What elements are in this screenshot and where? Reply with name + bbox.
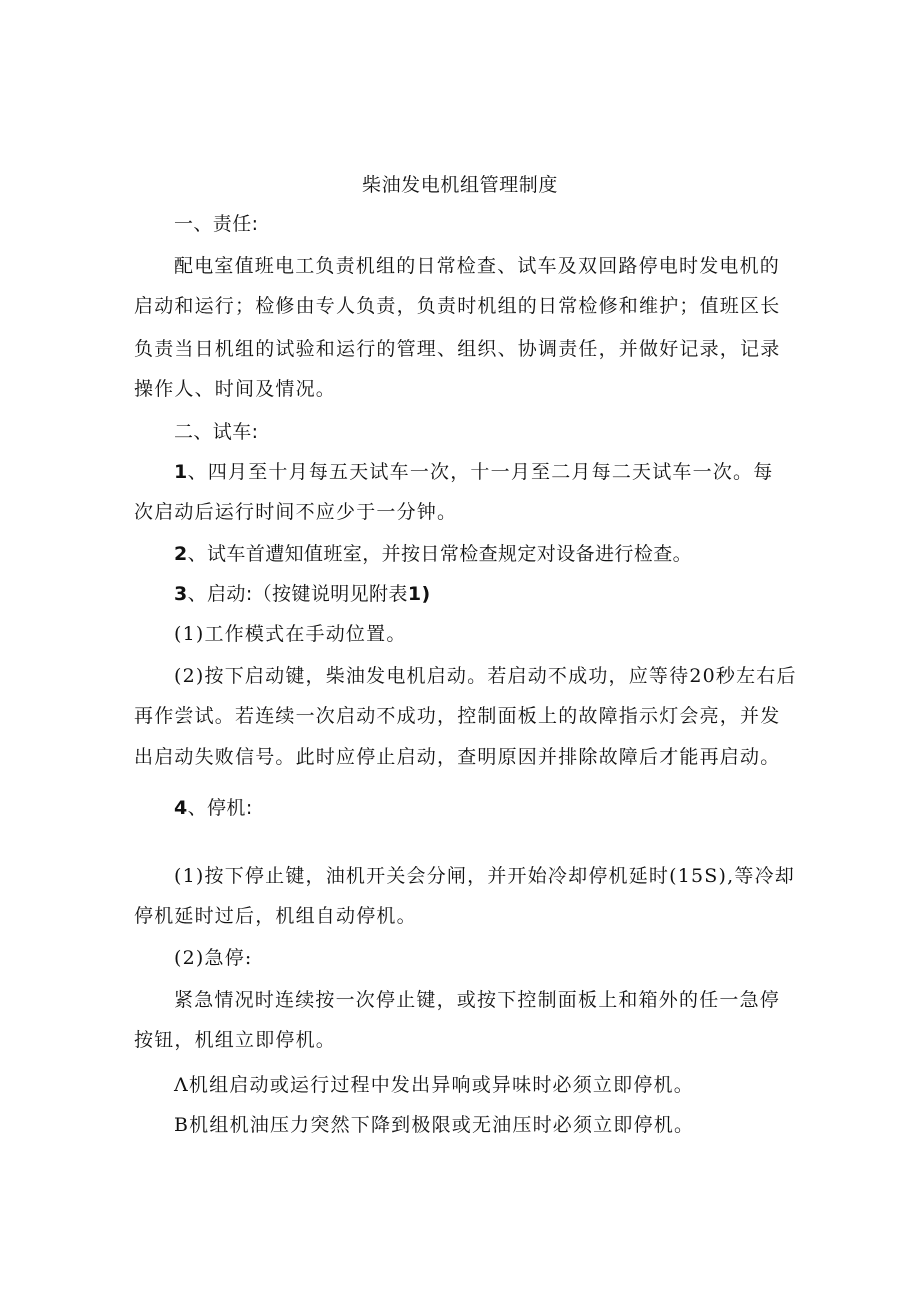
sub-item-cont: 停机延时过后，机组自动停机。 <box>134 905 417 927</box>
sub-item: (2)按下启动键，柴油发电机启动。若启动不成功，应等待20秒左右后 <box>174 665 797 687</box>
item-text: 、四月至十月每五天试车一次，十一月至二月每二天试车一次。每 <box>187 461 774 483</box>
sub-item-cont: 再作尝试。若连续一次启动不成功，控制面板上的故障指示灯会亮，并发 <box>134 705 781 727</box>
sub-item: (2)急停: <box>174 947 253 969</box>
case-b: B机组机油压力突然下降到极限或无油压时必须立即停机。 <box>174 1114 695 1136</box>
paragraph-line: 配电室值班电工负责机组的日常检查、试车及双回路停电时发电机的 <box>174 255 781 277</box>
emergency-text-cont: 按钮，机组立即停机。 <box>134 1029 337 1051</box>
item-number: 1 <box>174 461 188 483</box>
item-1-line-1 <box>174 460 773 484</box>
sub-item: (1)按下停止键，油机开关会分闸，并开始冷却停机延时(15S),等冷却 <box>174 865 795 887</box>
item-text: 、启动:（按键说明见附表 <box>187 583 408 605</box>
section-heading-responsibility: 一、责任: <box>174 213 259 235</box>
paragraph-line: 操作人、时间及情况。 <box>134 378 337 400</box>
item-1-line-2: 次启动后运行时间不应少于一分钟。 <box>134 501 458 523</box>
paragraph-line: 负责当日机组的试验和运行的管理、组织、协调责任，并做好记录，记录 <box>134 338 781 360</box>
sub-item-cont: 出启动失败信号。此时应停止启动，查明原因并排除故障后才能再启动。 <box>134 746 781 768</box>
item-number: 4 <box>174 797 188 819</box>
item-text: 、停机: <box>187 797 253 819</box>
item-text: 、试车首遭知值班室，并按日常检查规定对设备进行检查。 <box>187 543 693 565</box>
item-2 <box>174 542 692 566</box>
emergency-text: 紧急情况时连续按一次停止键，或按下控制面板上和箱外的任一急停 <box>174 989 781 1011</box>
appendix-ref: 1) <box>407 583 431 605</box>
item-number: 2 <box>174 543 188 565</box>
paragraph-line: 启动和运行；检修由专人负责，负责时机组的日常检修和维护；值班区长 <box>134 295 781 317</box>
sub-item: (1)工作模式在手动位置。 <box>174 623 407 645</box>
item-4 <box>174 796 253 820</box>
document-title: 柴油发电机组管理制度 <box>361 174 558 196</box>
case-a: Λ机组启动或运行过程中发出异响或异味时必须立即停机。 <box>174 1074 694 1096</box>
section-heading-test-run: 二、试车: <box>174 421 259 443</box>
item-number: 3 <box>174 583 188 605</box>
item-3 <box>174 582 431 606</box>
